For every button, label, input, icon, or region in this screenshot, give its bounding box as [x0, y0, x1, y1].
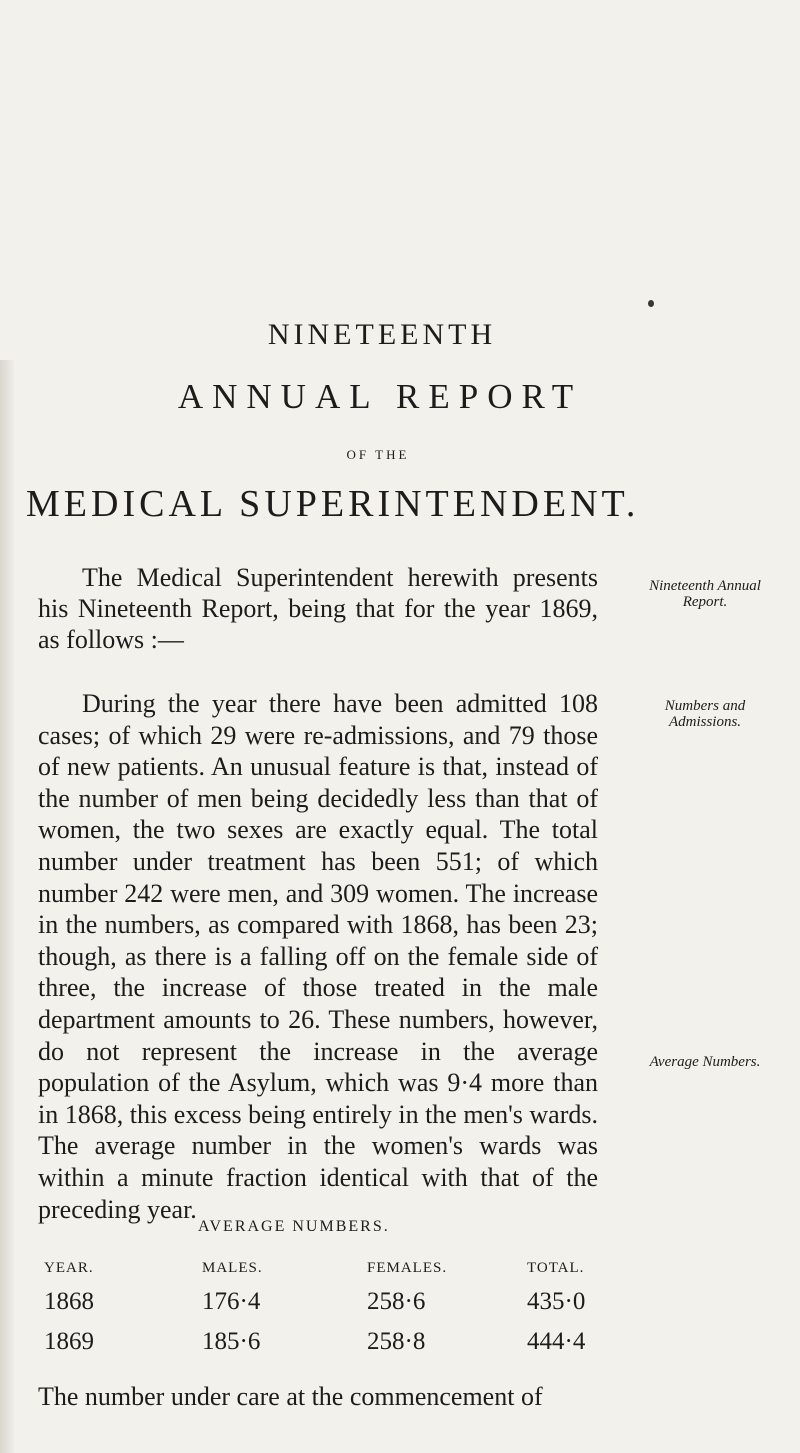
table-row — [44, 1282, 627, 1322]
cell-year: 1868 — [44, 1288, 94, 1315]
intro-paragraph — [38, 562, 598, 655]
table-row — [44, 1322, 627, 1362]
table-header-row — [44, 1254, 627, 1282]
intro-text: The Medical Superintendent herewith presents his Nineteenth Report, being that for the year 1869, as follows :— — [38, 563, 598, 654]
header-total: TOTAL. — [527, 1259, 585, 1276]
ink-spot — [648, 300, 654, 307]
body-paragraph — [38, 688, 598, 1225]
average-numbers-table — [44, 1254, 627, 1362]
body-text: During the year there have been admitted 108 cases; of which 29 were re-admissions, and 79 those of new patients. An unusual feature is that, instead of the number of men being decidedly less than that of women, the two sexes are exactly equal. The total number under treatment has been 551; of which number 242 were men, and 309 women. The increase in the numbers, as compared with 1868, has been 23; though, as there is a falling off on the female side of three, the increase of those treated in the male department amounts to 26. These numbers, however, do not represent the increase in the average population of the Asylum, which was 9·4 more than in 1868, this excess being entirely in the men's wards. The average number in the women's wards was within a minute fraction identical with that of the preceding year. — [38, 689, 598, 1224]
heading-line-1: NINETEENTH — [267, 318, 497, 351]
cell-females: 258·6 — [367, 1288, 426, 1315]
side-note-nineteenth: Nineteenth Annual Report. — [649, 578, 761, 610]
cell-total: 444·4 — [527, 1328, 586, 1355]
heading-line-3: OF THE — [346, 447, 410, 462]
heading-line-4: MEDICAL SUPERINTENDENT. — [26, 483, 640, 525]
heading-line-2: ANNUAL REPORT — [177, 377, 583, 416]
table-title: AVERAGE NUMBERS. — [198, 1218, 390, 1235]
cell-males: 185·6 — [202, 1328, 261, 1355]
side-note-numbers: Numbers and Admissions. — [664, 698, 746, 730]
cell-males: 176·4 — [202, 1288, 261, 1315]
binding-gutter — [0, 360, 14, 1453]
header-year: YEAR. — [44, 1259, 94, 1276]
cell-year: 1869 — [44, 1328, 94, 1355]
cell-females: 258·8 — [367, 1328, 426, 1355]
header-males: MALES. — [202, 1259, 263, 1276]
cell-total: 435·0 — [527, 1288, 586, 1315]
side-note-average: Average Numbers. — [649, 1054, 761, 1070]
header-females: FEMALES. — [367, 1259, 448, 1276]
continuation-line: The number under care at the commencement of — [38, 1382, 543, 1411]
